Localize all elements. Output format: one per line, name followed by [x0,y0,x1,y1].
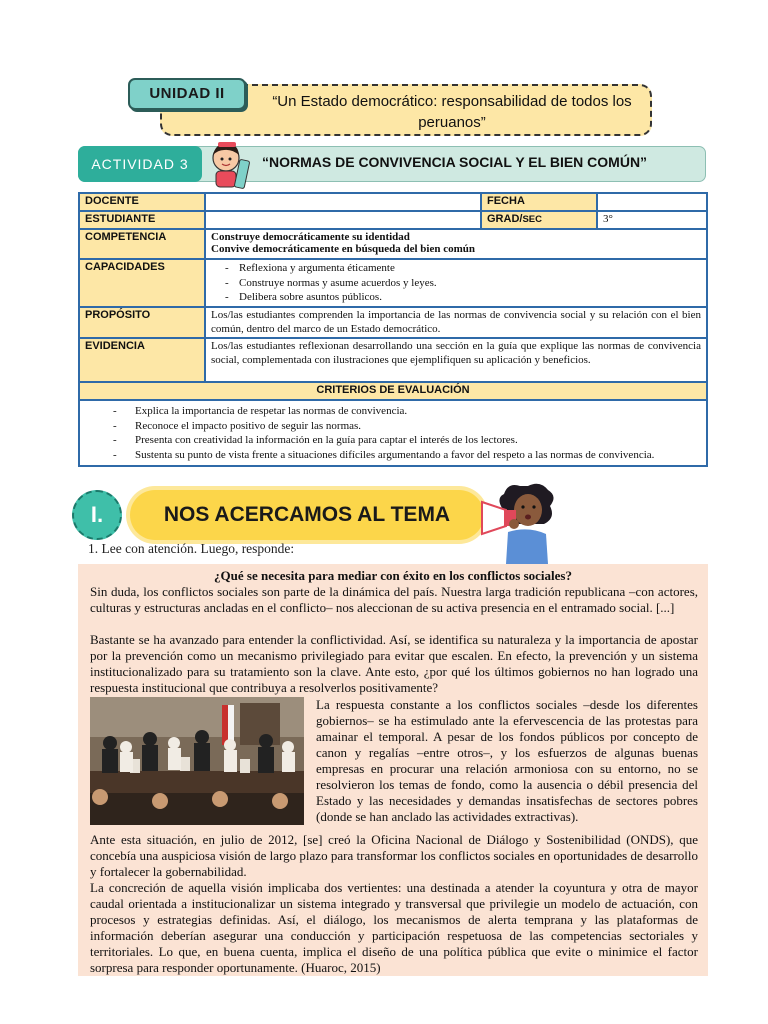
estudiante-label: ESTUDIANTE [79,211,205,229]
capacidad-item: - Reflexiona y argumenta éticamente [239,261,701,276]
reading-instruction: 1. Lee con atención. Luego, responde: [88,541,295,556]
docente-label: DOCENTE [79,193,205,211]
unidad-title: “Un Estado democrático: responsabilidad de todos los peruanos” [272,93,632,131]
reading-paragraph: La respuesta constante a los conflictos sociales –desde los diferentes gobiernos– se ha estimulado ante la efervescencia de las protestas para amainar el temporal. A pesar de los fondos públicos por concepto de canon y regalías –entre otros–, y los esfuerzos de algunas buenas empresas en procurar una relación armoniosa con su entorno, no se resolvieron los temas de fondo, como la ausencia o débil presencia del Estado y las necesidades y demandas insatisfechas de sectores pobres (donde se han anclado las actividades extractivas). [316,697,698,824]
capacidad-item: - Delibera sobre asuntos públicos. [239,290,701,305]
estudiante-field[interactable] [205,211,481,229]
proposito-label: PROPÓSITO [79,307,205,338]
competencia-value [205,229,707,259]
competencia-label: COMPETENCIA [79,229,205,259]
criterios-heading: CRITERIOS DE EVALUACIÓN [79,382,707,400]
reading-paragraph: La concreción de aquella visión implicaba dos vertientes: una destinada a atender la coyuntura y otra de mayor caudal orientada a institucionalizar un sistema integrado y transversal que privilegie un modelo de actuación, con procesos y estrategias definidas. Así, el diálogo, los mecanismos de alerta temprana y las plataformas de información deberían asegurar una conducción y participación respetuosa de las competencias sectoriales y territoriales. Lo que, en buena cuenta, implica el diseño de una política pública que evite o minimice el factor sorpresa para responder oportunamente. (Huaroc, 2015) [90,880,698,975]
section-number: I. [72,490,122,540]
criterio-item: - Explica la importancia de respetar las normas de convivencia. [137,404,689,419]
megaphone-girl-icon [478,480,574,564]
criterio-item: - Sustenta su punto de vista frente a situaciones difíciles argumentando a favor del respeto a las normas de convivencia. [137,448,689,463]
criterios-list [79,400,707,466]
grado-label [481,211,597,229]
reading-paragraph: Ante esta situación, en julio de 2012, [se] creó la Oficina Nacional de Diálogo y Sostenibilidad (ONDS), que concebía una auspiciosa visión de largo plazo para transformar los conflictos sociales en oportunidades de desarrollo y fortalecer la gobernabilidad. [90,832,698,879]
unidad-label: UNIDAD II [128,78,246,110]
reading-paragraph: Bastante se ha avanzado para entender la conflictividad. Así, se identifica su naturaleza y la importancia de apostar por la prevención como un mecanismo privilegiado para evitar que escalen. En efecto, la prevención y un sistema institucionalizado para su tratamiento son la clave. Ante esto, ¿por qué los últimos gobiernos no han logrado una respuesta institucional que contribuya a resolverlos positivamente? [90,632,698,695]
capacidades-value [205,259,707,307]
evidencia-value: Los/las estudiantes reflexionan desarrollando una sección en la guía que explique las normas de convivencia social, complementada con ilustraciones que ejemplifiquen su aplicación y beneficios. [205,338,707,382]
fecha-label: FECHA [481,193,597,211]
student-mascot-icon [204,138,260,192]
activity-info-table [78,192,708,467]
grado-label-text: GRAD/ [487,213,523,225]
capacidad-item: - Construye normas y asume acuerdos y leyes. [239,276,701,291]
criterio-item: - Reconoce el impacto positivo de seguir las normas. [137,419,689,434]
reading-title: ¿Qué se necesita para mediar con éxito en los conflictos sociales? [214,568,572,583]
criterio-item: - Presenta con creatividad la información en la guía para captar el interés de los lectores. [137,433,689,448]
competencia-line: Convive democráticamente en búsqueda del bien común [211,243,475,255]
section-title: NOS ACERCAMOS AL TEMA [163,503,451,526]
competencia-line: Construye democráticamente su identidad [211,231,410,243]
capacidades-label: CAPACIDADES [79,259,205,307]
grado-field[interactable]: 3° [597,211,707,229]
actividad-title: “NORMAS DE CONVIVENCIA SOCIAL Y EL BIEN COMÚN” [262,154,648,170]
proposito-value: Los/las estudiantes comprenden la importancia de las normas de convivencia social y su relación con el bien común, dentro del marco de un Estado democrático. [205,307,707,338]
reading-paragraph: Sin duda, los conflictos sociales son parte de la dinámica del país. Nuestra larga tradición republicana –con actores, culturas y estructuras ancladas en el conflicto– nos aleccionan de su activa presencia en el entramado social. [...] [90,584,698,615]
grado-sec-text: SEC [522,214,542,225]
docente-field[interactable] [205,193,481,211]
fecha-field[interactable] [597,193,707,211]
evidencia-label: EVIDENCIA [79,338,205,382]
actividad-label: ACTIVIDAD 3 [78,146,202,182]
meeting-photo [90,697,304,825]
